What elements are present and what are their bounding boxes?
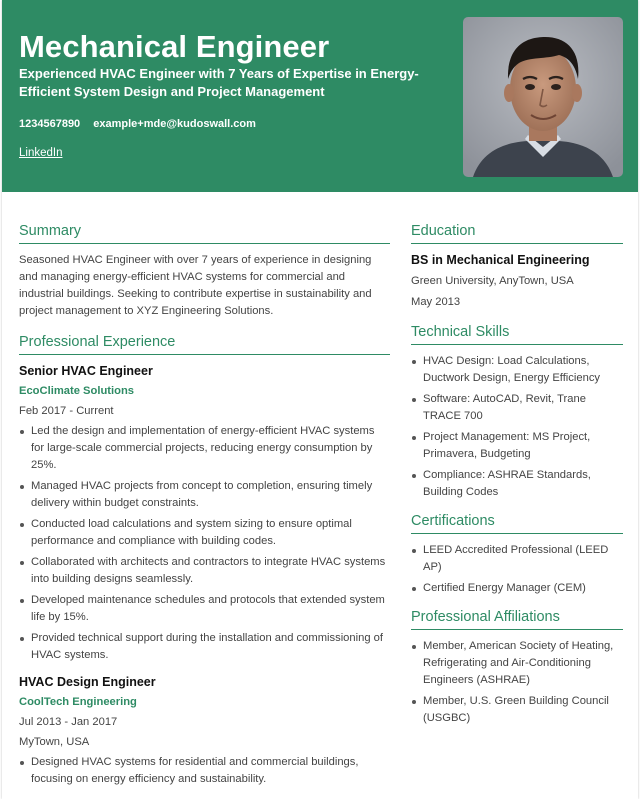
certifications-heading: Certifications [411, 513, 623, 534]
email-address[interactable]: example+mde@kudoswall.com [93, 118, 256, 130]
affiliations-section [411, 609, 623, 727]
list-item: LEED Accredited Professional (LEED AP) [423, 542, 623, 576]
phone-number: 1234567890 [19, 118, 81, 130]
job-title: Senior HVAC Engineer [19, 364, 153, 378]
resume-page [2, 0, 638, 799]
skills-section [411, 324, 623, 501]
job-bullets [19, 754, 390, 788]
profile-photo [463, 17, 623, 177]
headline-tagline: Experienced HVAC Engineer with 7 Years of Expertise in Energy-Efficient System Design and Project Management [19, 66, 419, 99]
certifications-section [411, 513, 623, 597]
list-item: Software: AutoCAD, Revit, Trane TRACE 700 [423, 391, 623, 425]
job-entry [19, 674, 390, 788]
portrait-image [463, 17, 623, 177]
contact-info [19, 118, 266, 130]
experience-heading: Professional Experience [19, 334, 390, 355]
job-dates: Jul 2013 - Jan 2017 [19, 716, 118, 728]
affiliations-list [411, 638, 623, 727]
degree: BS in Mechanical Engineering [411, 253, 590, 267]
graduation-date: May 2013 [411, 296, 461, 308]
main-column [19, 223, 390, 798]
education-heading: Education [411, 223, 623, 244]
affiliations-heading: Professional Affiliations [411, 609, 623, 630]
job-title: HVAC Design Engineer [19, 675, 156, 689]
summary-text: Seasoned HVAC Engineer with over 7 years of experience in designing and managing energy-efficient HVAC systems for commercial and industrial buildings. Seeking to contribute expertise in sustainability and project management to XYZ Engineering Solutions. [19, 254, 372, 317]
list-item: Provided technical support during the installation and commissioning of HVAC systems. [31, 630, 390, 664]
list-item: Led the design and implementation of energy-efficient HVAC systems for large-scale commercial projects, reducing energy consumption by 25%. [31, 423, 390, 474]
list-item: Member, American Society of Heating, Refrigerating and Air-Conditioning Engineers (ASHRAE) [423, 638, 623, 689]
certifications-list [411, 542, 623, 597]
company-name: CoolTech Engineering [19, 696, 137, 708]
job-bullets [19, 423, 390, 664]
list-item: Managed HVAC projects from concept to completion, ensuring timely delivery within budget constraints. [31, 478, 390, 512]
school: Green University, AnyTown, USA [411, 275, 574, 287]
list-item: Compliance: ASHRAE Standards, Building Codes [423, 467, 623, 501]
list-item: Certified Energy Manager (CEM) [423, 580, 623, 597]
list-item: HVAC Design: Load Calculations, Ductwork Design, Energy Efficiency [423, 353, 623, 387]
summary-heading: Summary [19, 223, 390, 244]
list-item: Conducted load calculations and system sizing to ensure optimal performance and compliance with building codes. [31, 516, 390, 550]
list-item: Project Management: MS Project, Primavera, Budgeting [423, 429, 623, 463]
job-location: MyTown, USA [19, 736, 90, 748]
job-entry [19, 363, 390, 664]
linkedin-link[interactable]: LinkedIn [19, 147, 63, 159]
resume-header [2, 0, 638, 192]
job-dates: Feb 2017 - Current [19, 405, 114, 417]
list-item: Member, U.S. Green Building Council (USGBC) [423, 693, 623, 727]
list-item: Developed maintenance schedules and protocols that extended system life by 15%. [31, 592, 390, 626]
company-name: EcoClimate Solutions [19, 385, 134, 397]
list-item: Collaborated with architects and contractors to integrate HVAC systems into building designs seamlessly. [31, 554, 390, 588]
skills-list [411, 353, 623, 501]
side-column [411, 223, 623, 739]
page-title: Mechanical Engineer [19, 29, 330, 64]
list-item: Designed HVAC systems for residential and commercial buildings, focusing on energy efficiency and sustainability. [31, 754, 390, 788]
skills-heading: Technical Skills [411, 324, 623, 345]
